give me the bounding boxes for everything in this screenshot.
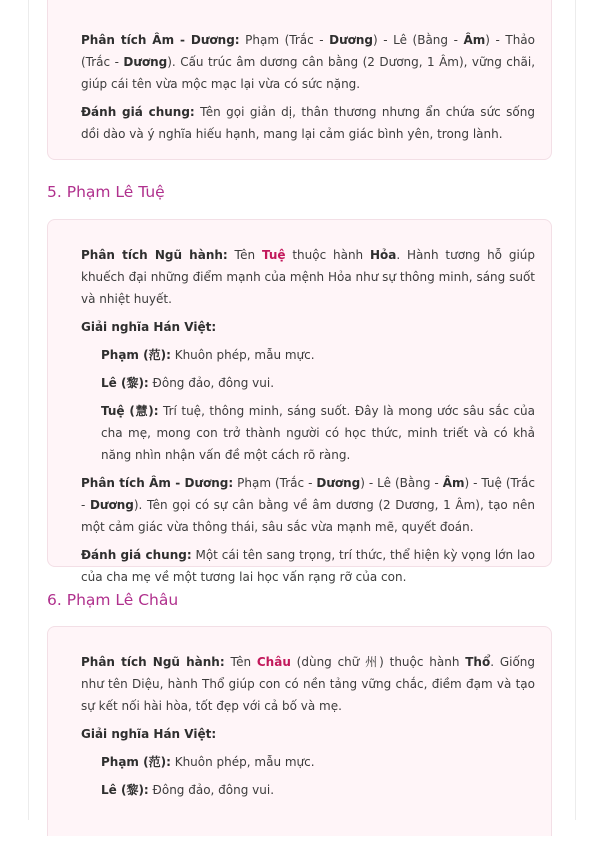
text-run: Phạm (Trắc - xyxy=(233,476,317,490)
name-card-5 xyxy=(47,219,552,584)
nguhanh-mid: thuộc hành xyxy=(285,248,370,262)
nguhanh-label: Phân tích Ngũ hành: xyxy=(81,655,225,669)
nguhanh-mid: (dùng chữ 州) thuộc hành xyxy=(290,655,466,669)
meaning-item xyxy=(101,344,535,366)
section-heading-5: 5. Phạm Lê Tuệ xyxy=(47,183,165,201)
meaning-text: Khuôn phép, mẫu mực. xyxy=(170,755,315,769)
element-name: Thổ xyxy=(465,655,491,669)
meaning-text: Đông đảo, đông vui. xyxy=(148,783,275,797)
meaning-text: Trí tuệ, thông minh, sáng suốt. Đây là mong ước sâu sắc của cha mẹ, mong con trở thành người có học thức, minh triết và có khả năng nhìn nhận vấn đề một cách rõ ràng. xyxy=(101,404,535,462)
meaning-list xyxy=(81,344,535,466)
text-run: ). Tên gọi có sự cân bằng về âm dương (2 Dương, 1 Âm), tạo nên một cảm giác vừa thông thái, sâu sắc vừa mạnh mẽ, quyết đoán. xyxy=(81,498,535,534)
nguhanh-analysis xyxy=(81,244,535,310)
amduong-label: Phân tích Âm - Dương: xyxy=(81,476,234,490)
overall-evaluation xyxy=(81,544,535,588)
evaluation-text: Một cái tên sang trọng, trí thức, thể hiện kỳ vọng lớn lao của cha mẹ về một tương lai học vấn rạng rỡ của con. xyxy=(81,548,535,584)
overall-evaluation xyxy=(81,101,535,145)
evaluation-label: Đánh giá chung: xyxy=(81,105,195,119)
meaning-text: Khuôn phép, mẫu mực. xyxy=(170,348,315,362)
emphasis-text: Dương xyxy=(316,476,361,490)
hanviet-label: Giải nghĩa Hán Việt: xyxy=(81,320,217,334)
name-card-4-continued xyxy=(47,0,552,160)
emphasis-text: Âm xyxy=(442,476,465,490)
nguhanh-post: . Hành tương hỗ giúp khuếch đại những điểm mạnh của mệnh Hỏa như sự thông minh, sáng suốt và nhiệt huyết. xyxy=(81,248,535,306)
name-card-6 xyxy=(47,626,552,836)
meaning-text: Đông đảo, đông vui. xyxy=(148,376,275,390)
text-run: ) - Tuệ (Trắc - xyxy=(81,476,535,512)
emphasis-text: Dương xyxy=(123,55,168,69)
meaning-term: Phạm (范): xyxy=(101,348,171,362)
nguhanh-pre: Tên xyxy=(224,655,257,669)
meaning-term: Tuệ (慧): xyxy=(101,404,159,418)
text-run: Phạm (Trắc - xyxy=(239,33,330,47)
nguhanh-label: Phân tích Ngũ hành: xyxy=(81,248,228,262)
meaning-term: Phạm (范): xyxy=(101,755,171,769)
evaluation-label: Đánh giá chung: xyxy=(81,548,192,562)
text-run: ) - Thảo (Trắc - xyxy=(81,33,536,69)
amduong-analysis xyxy=(81,29,535,95)
meaning-term: Lê (黎): xyxy=(101,783,149,797)
evaluation-text: Tên gọi giản dị, thân thương nhưng ẩn chứa sức sống dồi dào và ý nghĩa hiếu hạnh, mang lại cảm giác bình yên, trong lành. xyxy=(81,105,535,141)
hanviet-label: Giải nghĩa Hán Việt: xyxy=(81,727,217,741)
hanviet-heading xyxy=(81,723,535,745)
emphasis-text: Âm xyxy=(463,33,486,47)
emphasis-text: Dương xyxy=(329,33,374,47)
text-run: ). Cấu trúc âm dương cân bằng (2 Dương, 1 Âm), vững chãi, giúp cái tên vừa mộc mạc lại vừa có sức nặng. xyxy=(81,55,536,91)
name-highlight: Tuệ xyxy=(261,248,286,262)
nguhanh-analysis xyxy=(81,651,535,717)
meaning-term: Lê (黎): xyxy=(101,376,149,390)
hanviet-heading xyxy=(81,316,535,338)
name-highlight: Châu xyxy=(256,655,291,669)
nguhanh-post: . Giống như tên Diệu, hành Thổ giúp con có nền tảng vững chắc, điềm đạm và tạo sự kết nối hài hòa, tốt đẹp với cả bố và mẹ. xyxy=(81,655,536,713)
meaning-item xyxy=(101,400,535,466)
section-heading-6: 6. Phạm Lê Châu xyxy=(47,591,179,609)
meaning-item xyxy=(101,372,535,394)
element-name: Hỏa xyxy=(369,248,397,262)
nguhanh-pre: Tên xyxy=(227,248,262,262)
meaning-item xyxy=(101,779,535,801)
meaning-item xyxy=(101,751,535,773)
meaning-list xyxy=(81,751,535,801)
text-run: ) - Lê (Bằng - xyxy=(360,476,443,490)
amduong-label: Phân tích Âm - Dương: xyxy=(81,33,240,47)
text-run: ) - Lê (Bằng - xyxy=(373,33,464,47)
amduong-analysis xyxy=(81,472,535,538)
emphasis-text: Dương xyxy=(89,498,134,512)
